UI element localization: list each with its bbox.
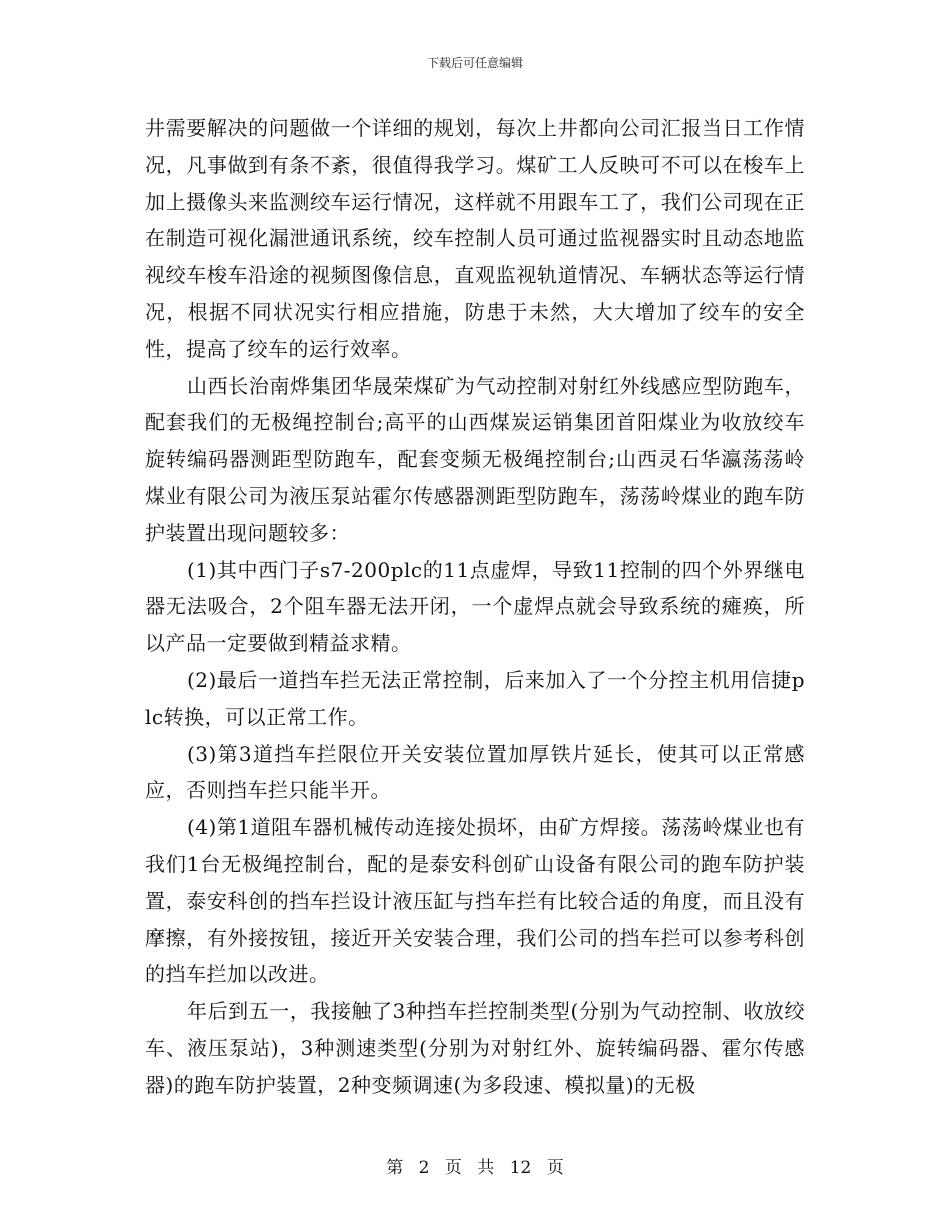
paragraph-summary: 年后到五一，我接触了3种挡车拦控制类型(分别为气动控制、收放绞车、液压泵站)，3种测速类型(分别为对射红外、旋转编码器、霍尔传感器)的跑车防护装置，2种变频调速(为多段速、模拟量)的无极 bbox=[145, 999, 805, 1097]
paragraph-item-1: (1)其中西门子s7-200plc的11点虚焊，导致11控制的四个外界继电器无法吸合，2个阻车器无法开闭，一个虚焊点就会导致系统的瘫痪，所以产品一定要做到精益求精。 bbox=[145, 557, 805, 656]
page-label-suffix: 页 bbox=[546, 1158, 564, 1178]
paragraph-coal-mines: 山西长治南烨集团华晟荣煤矿为气动控制对射红外线感应型防跑车，配套我们的无极绳控制台;高平的山西煤炭运销集团首阳煤业为收放绞车旋转编码器测距型防跑车，配套变频无极绳控制台;山西灵石华瀛荡荡岭煤业有限公司为液压泵站霍尔传感器测距型防跑车，荡荡岭煤业的跑车防护装置出现问题较多： bbox=[145, 373, 805, 545]
paragraph-item-3: (3)第3道挡车拦限位开关安装位置加厚铁片延长，使其可以正常感应，否则挡车拦只能半开。 bbox=[145, 741, 805, 803]
document-body bbox=[145, 110, 805, 1104]
page-label-prefix: 第 bbox=[386, 1158, 404, 1178]
page-footer bbox=[0, 1153, 950, 1178]
paragraph-item-2: (2)最后一道挡车拦无法正常控制，后来加入了一个分控主机用信捷plc转换，可以正常工作。 bbox=[145, 667, 805, 729]
page-label-mid: 页 bbox=[444, 1158, 462, 1178]
page-header: 下载后可任意编辑 bbox=[426, 56, 523, 70]
paragraph-continuation: 井需要解决的问题做一个详细的规划，每次上井都向公司汇报当日工作情况，凡事做到有条不紊，很值得我学习。煤矿工人反映可不可以在梭车上加上摄像头来监测绞车运行情况，这样就不用跟车工了，我们公司现在正在制造可视化漏泄通讯系统，绞车控制人员可通过监视器实时且动态地监视绞车梭车沿途的视频图像信息，直观监视轨道情况、车辆状态等运行情况，根据不同状况实行相应措施，防患于未然，大大增加了绞车的安全性，提高了绞车的运行效率。 bbox=[145, 116, 805, 361]
paragraph-item-4: (4)第1道阻车器机械传动连接处损坏，由矿方焊接。荡荡岭煤业也有我们1台无极绳控制台，配的是泰安科创矿山设备有限公司的跑车防护装置，泰安科创的挡车拦设计液压缸与挡车拦有比较合适的角度，而且没有摩擦，有外接按钮，接近开关安装合理，我们公司的挡车拦可以参考科创的挡车拦加以改进。 bbox=[145, 815, 805, 987]
total-pages-number: 12 bbox=[509, 1158, 532, 1178]
total-label: 共 bbox=[477, 1158, 495, 1178]
current-page-number: 2 bbox=[418, 1158, 430, 1178]
